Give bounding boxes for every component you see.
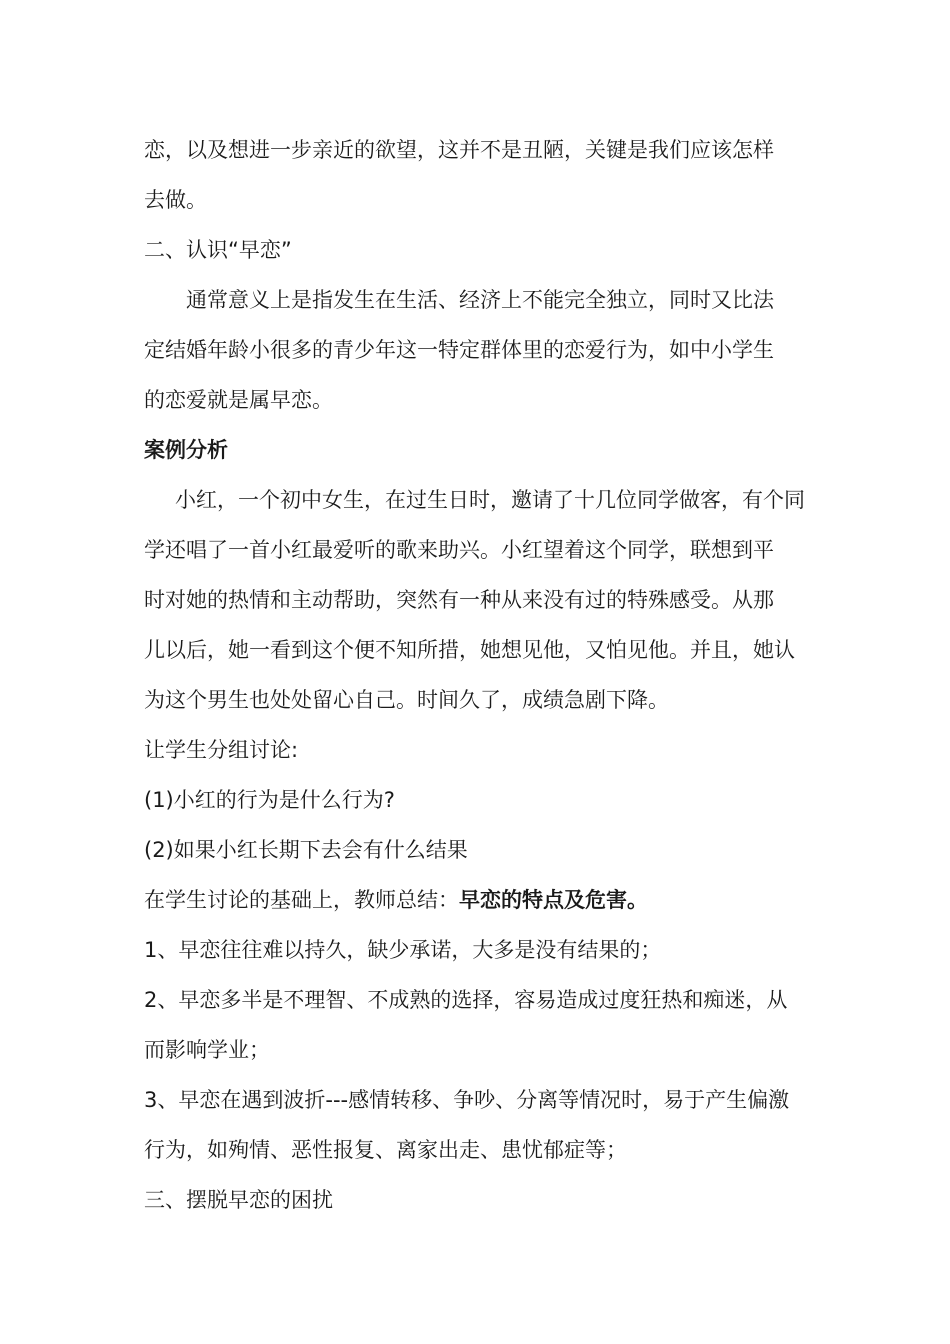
list-item: 2、早恋多半是不理智、不成熟的选择，容易造成过度狂热和痴迷，从 <box>144 988 788 1012</box>
paragraph-line: 定结婚年龄小很多的青少年这一特定群体里的恋爱行为，如中小学生 <box>144 338 774 362</box>
list-item-continuation: 而影响学业； <box>144 1038 270 1062</box>
paragraph-line: 时对她的热情和主动帮助，突然有一种从来没有过的特殊感受。从那 <box>144 588 774 612</box>
section-heading: 二、认识“早恋” <box>144 238 292 262</box>
paragraph-line: 去做。 <box>144 188 207 212</box>
summary-intro: 在学生讨论的基础上，教师总结： <box>144 888 459 912</box>
section-heading: 三、摆脱早恋的困扰 <box>144 1188 333 1212</box>
paragraph-line: 为这个男生也处处留心自己。时间久了，成绩急剧下降。 <box>144 688 669 712</box>
paragraph-line: 的恋爱就是属早恋。 <box>144 388 333 412</box>
discussion-question: (1)小红的行为是什么行为? <box>144 788 395 812</box>
paragraph-line: 通常意义上是指发生在生活、经济上不能完全独立，同时又比法 <box>165 288 774 312</box>
list-item-continuation: 行为，如殉情、恶性报复、离家出走、患忧郁症等； <box>144 1138 627 1162</box>
paragraph-line: 学还唱了一首小红最爱听的歌来助兴。小红望着这个同学，联想到平 <box>144 538 774 562</box>
discussion-prompt: 让学生分组讨论: <box>144 738 299 762</box>
list-item: 3、早恋在遇到波折---感情转移、争吵、分离等情况时，易于产生偏激 <box>144 1088 790 1112</box>
paragraph-line: 儿以后，她一看到这个便不知所措，她想见他，又怕见他。并且，她认 <box>144 638 795 662</box>
case-analysis-heading: 案例分析 <box>144 438 228 462</box>
paragraph-line: 小红，一个初中女生，在过生日时，邀请了十几位同学做客，有个同 <box>154 488 805 512</box>
summary-bold-text: 早恋的特点及危害。 <box>459 888 648 912</box>
summary-line <box>144 886 648 914</box>
discussion-question: (2)如果小红长期下去会有什么结果 <box>144 838 468 862</box>
paragraph-line: 恋，以及想进一步亲近的欲望，这并不是丑陋，关键是我们应该怎样 <box>144 138 774 162</box>
list-item: 1、早恋往往难以持久，缺少承诺，大多是没有结果的； <box>144 938 662 962</box>
